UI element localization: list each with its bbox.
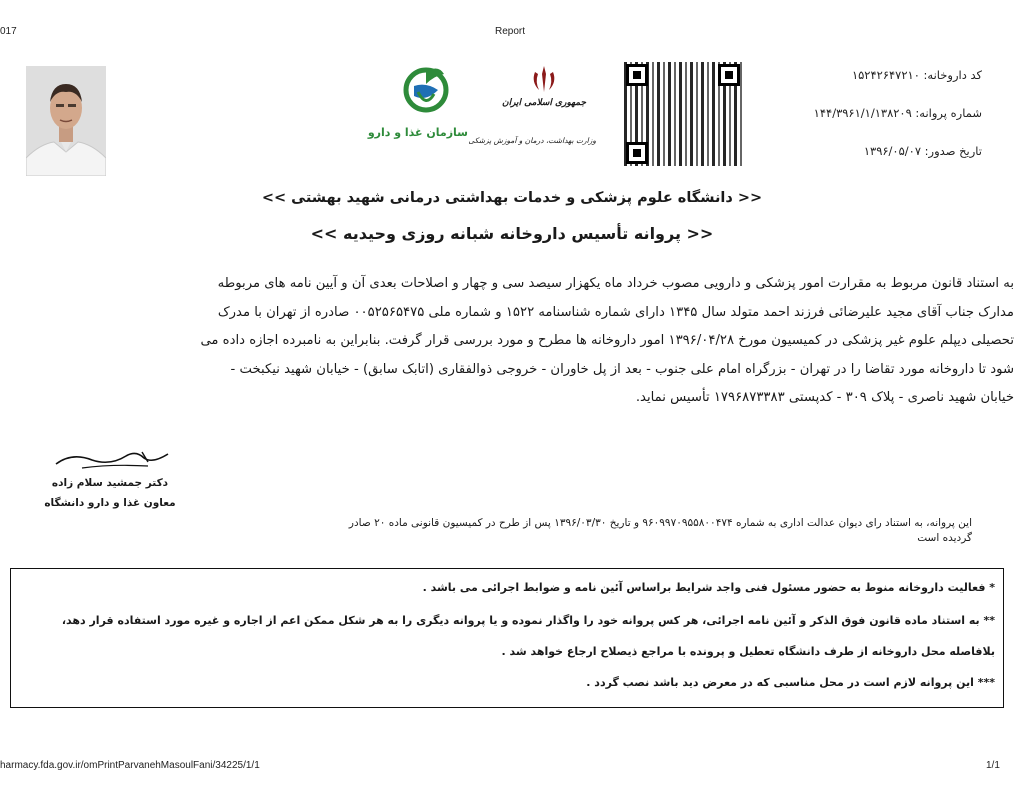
rule-item: * فعالیت داروخانه منوط به حضور مسئول فنی واجد شرایط براساس آئین نامه و ضوابط اجرائی می باشد . [422,581,995,594]
body-line: به استناد قانون مربوط به مقرارت امور پزشکی و دارویی مصوب خرداد ماه یکهزار سیصد سی و چهار و اصلاحات بعدی آن و آیین نامه های مربوطه [217,276,1014,291]
qr-finder-top-left [626,64,648,86]
court-note-line1: این پروانه، به استناد رای دیوان عدالت اداری به شماره ۹۶۰۹۹۷۰۹۵۵۸۰۰۴۷۴ و تاریخ ۱۳۹۶/۰۳/۳۰ پس از طرح در کمیسیون قانونی ماده ۲۰ صادر [348,517,972,529]
license-number: شماره پروانه: ۱۴۴/۳۹۶۱/۱/۱۳۸۲۰۹ [813,106,982,120]
iran-emblem-icon [529,64,559,94]
portrait-image [26,66,106,176]
ministry-logo [468,62,596,158]
footer-url: harmacy.fda.gov.ir/omPrintParvanehMasoulFani/34225/1/1 [0,760,260,771]
issue-date: تاریخ صدور: ۱۳۹۶/۰۵/۰۷ [863,144,982,158]
signatory-name: دکتر جمشید سلام زاده [51,477,169,489]
qr-code [624,62,742,166]
court-note-line2: گردیده است [917,532,972,544]
print-header-fragment: 017 [0,26,17,37]
rules-box [10,568,1004,708]
fda-logo-text: سازمان غذا و دارو [367,126,468,139]
university-title: << دانشگاه علوم پزشکی و خدمات بهداشتی درمانی شهید بهشتی >> [261,190,763,206]
pharmacy-code: کد داروخانه: ۱۵۲۴۲۶۴۷۲۱۰ [851,68,982,82]
ministry-line1: جمهوری اسلامی ایران [501,98,587,108]
license-body [14,270,1014,413]
qr-finder-bottom-left [626,142,648,164]
rule-item: بلافاصله محل داروخانه از طرف دانشگاه تعطیل و پرونده با مراجع ذیصلاح ارجاع خواهد شد . [501,645,995,658]
fda-emblem-icon [396,62,456,114]
rules-list [62,577,995,693]
body-line: شود تا داروخانه مورد تقاضا را در تهران - بزرگراه امام علی جنوب - بعد از پل خاوران - خروجی ذوالفقاری (اتابک سابق) - خیابان شهید نیکبخت - [230,361,1014,377]
body-line: خیابان شهید ناصری - پلاک ۳۰۹ - کدپستی ۱۷۹۶۸۷۳۳۸۳ تأسیس نماید. [635,390,1014,405]
signature-scribble [52,444,172,474]
qr-finder-top-right [718,64,740,86]
rule-item: *** این پروانه لازم است در محل مناسبی که در معرض دید باشد نصب گردد . [586,676,995,689]
body-line: مدارک جناب آقای مجید علیرضائی فرزند احمد متولد سال ۱۳۴۵ دارای شماره شناسنامه ۱۵۲۲ و شماره ملی ۰۰۵۲۵۶۵۴۷۵ صادره از تهران با مدرک [217,304,1014,320]
footer-page-number: 1/1 [986,760,1000,771]
body-line: تحصیلی دیپلم علوم غیر پزشکی در کمیسیون مورخ ۱۳۹۶/۰۴/۲۸ امور داروخانه ها مطرح و مورد بررسی قرار گرفت. بنابراین به نامبرده اجازه داده می [200,333,1014,348]
signatory-title: معاون غذا و دارو دانشگاه [44,497,176,509]
fda-logo [367,62,468,152]
applicant-photo [26,66,106,176]
license-title: << پروانه تأسیس داروخانه شبانه روزی وحیدیه >> [310,224,714,243]
ministry-line2: وزارت بهداشت، درمان و آموزش پزشکی [468,136,596,145]
print-header-title: Report [495,26,526,37]
rule-item: ** به استناد ماده قانون فوق الذکر و آئین نامه اجرائی، هر کس پروانه خود را واگذار نموده و یا پروانه دیگری را به هر شکل ممکن اعم از اجاره و غیره مورد استفاده قرار دهد، [61,614,995,627]
